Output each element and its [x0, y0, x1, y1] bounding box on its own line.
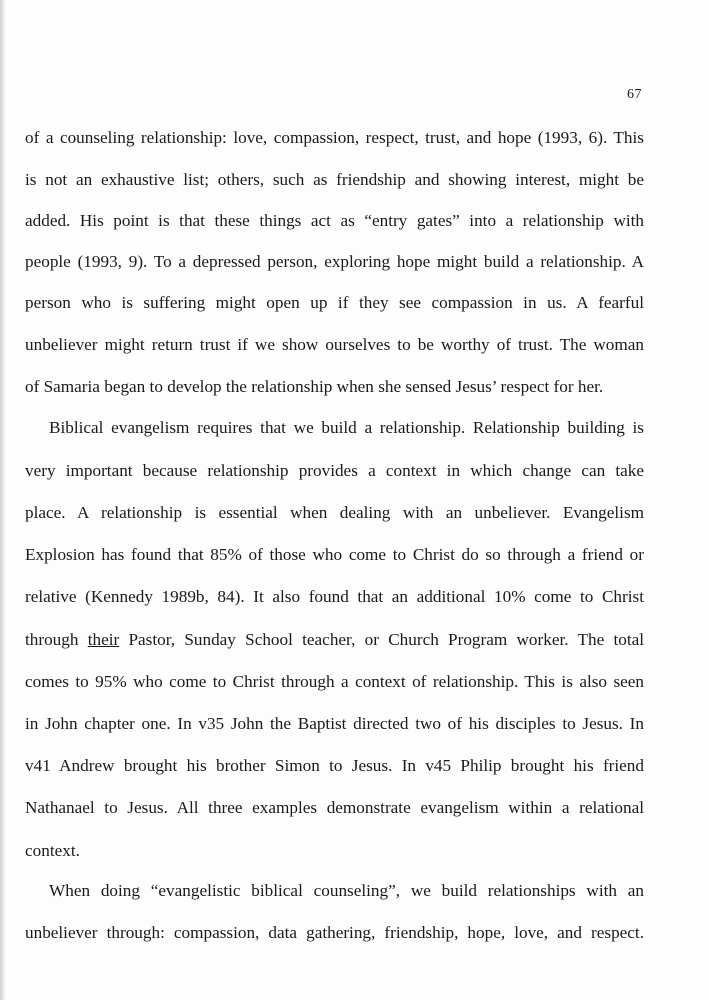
text-line — [25, 629, 644, 651]
text-line: v41 Andrew brought his brother Simon to Jesus. In v45 Philip brought his friend — [25, 756, 644, 775]
text-line: Explosion has found that 85% of those who come to Christ do so through a friend or — [25, 545, 644, 564]
text-line: people (1993, 9). To a depressed person, exploring hope might build a relationship. A — [25, 252, 644, 271]
text-line: Nathanael to Jesus. All three examples demonstrate evangelism within a relational — [25, 798, 644, 817]
text-line: of a counseling relationship: love, compassion, respect, trust, and hope (1993, 6). This — [25, 128, 644, 147]
text-segment: through — [25, 630, 88, 649]
text-line: comes to 95% who come to Christ through a context of relationship. This is also seen — [25, 672, 644, 691]
text-line: unbeliever might return trust if we show ourselves to be worthy of trust. The woman — [25, 335, 644, 354]
text-line: person who is suffering might open up if they see compassion in us. A fearful — [25, 293, 644, 312]
scan-edge-shadow — [0, 0, 6, 1000]
text-line: unbeliever through: compassion, data gathering, friendship, hope, love, and respect. — [25, 923, 644, 942]
text-line: very important because relationship provides a context in which change can take — [25, 461, 644, 480]
page-number: 67 — [627, 87, 642, 102]
text-segment: Pastor, Sunday School teacher, or Church Program worker. The total — [119, 630, 645, 649]
text-line: context. — [25, 841, 80, 860]
text-line: When doing “evangelistic biblical counseling”, we build relationships with an — [49, 881, 644, 900]
text-line: relative (Kennedy 1989b, 84). It also found that an additional 10% come to Christ — [25, 587, 644, 606]
text-line: of Samaria began to develop the relationship when she sensed Jesus’ respect for her. — [25, 377, 604, 396]
underlined-word: their — [87, 630, 120, 649]
text-line: added. His point is that these things act as “entry gates” into a relationship with — [25, 211, 644, 230]
text-line: in John chapter one. In v35 John the Baptist directed two of his disciples to Jesus. In — [25, 714, 644, 733]
text-line: is not an exhaustive list; others, such as friendship and showing interest, might be — [25, 170, 644, 189]
text-line: Biblical evangelism requires that we build a relationship. Relationship building is — [49, 418, 644, 437]
text-line: place. A relationship is essential when dealing with an unbeliever. Evangelism — [25, 503, 644, 522]
